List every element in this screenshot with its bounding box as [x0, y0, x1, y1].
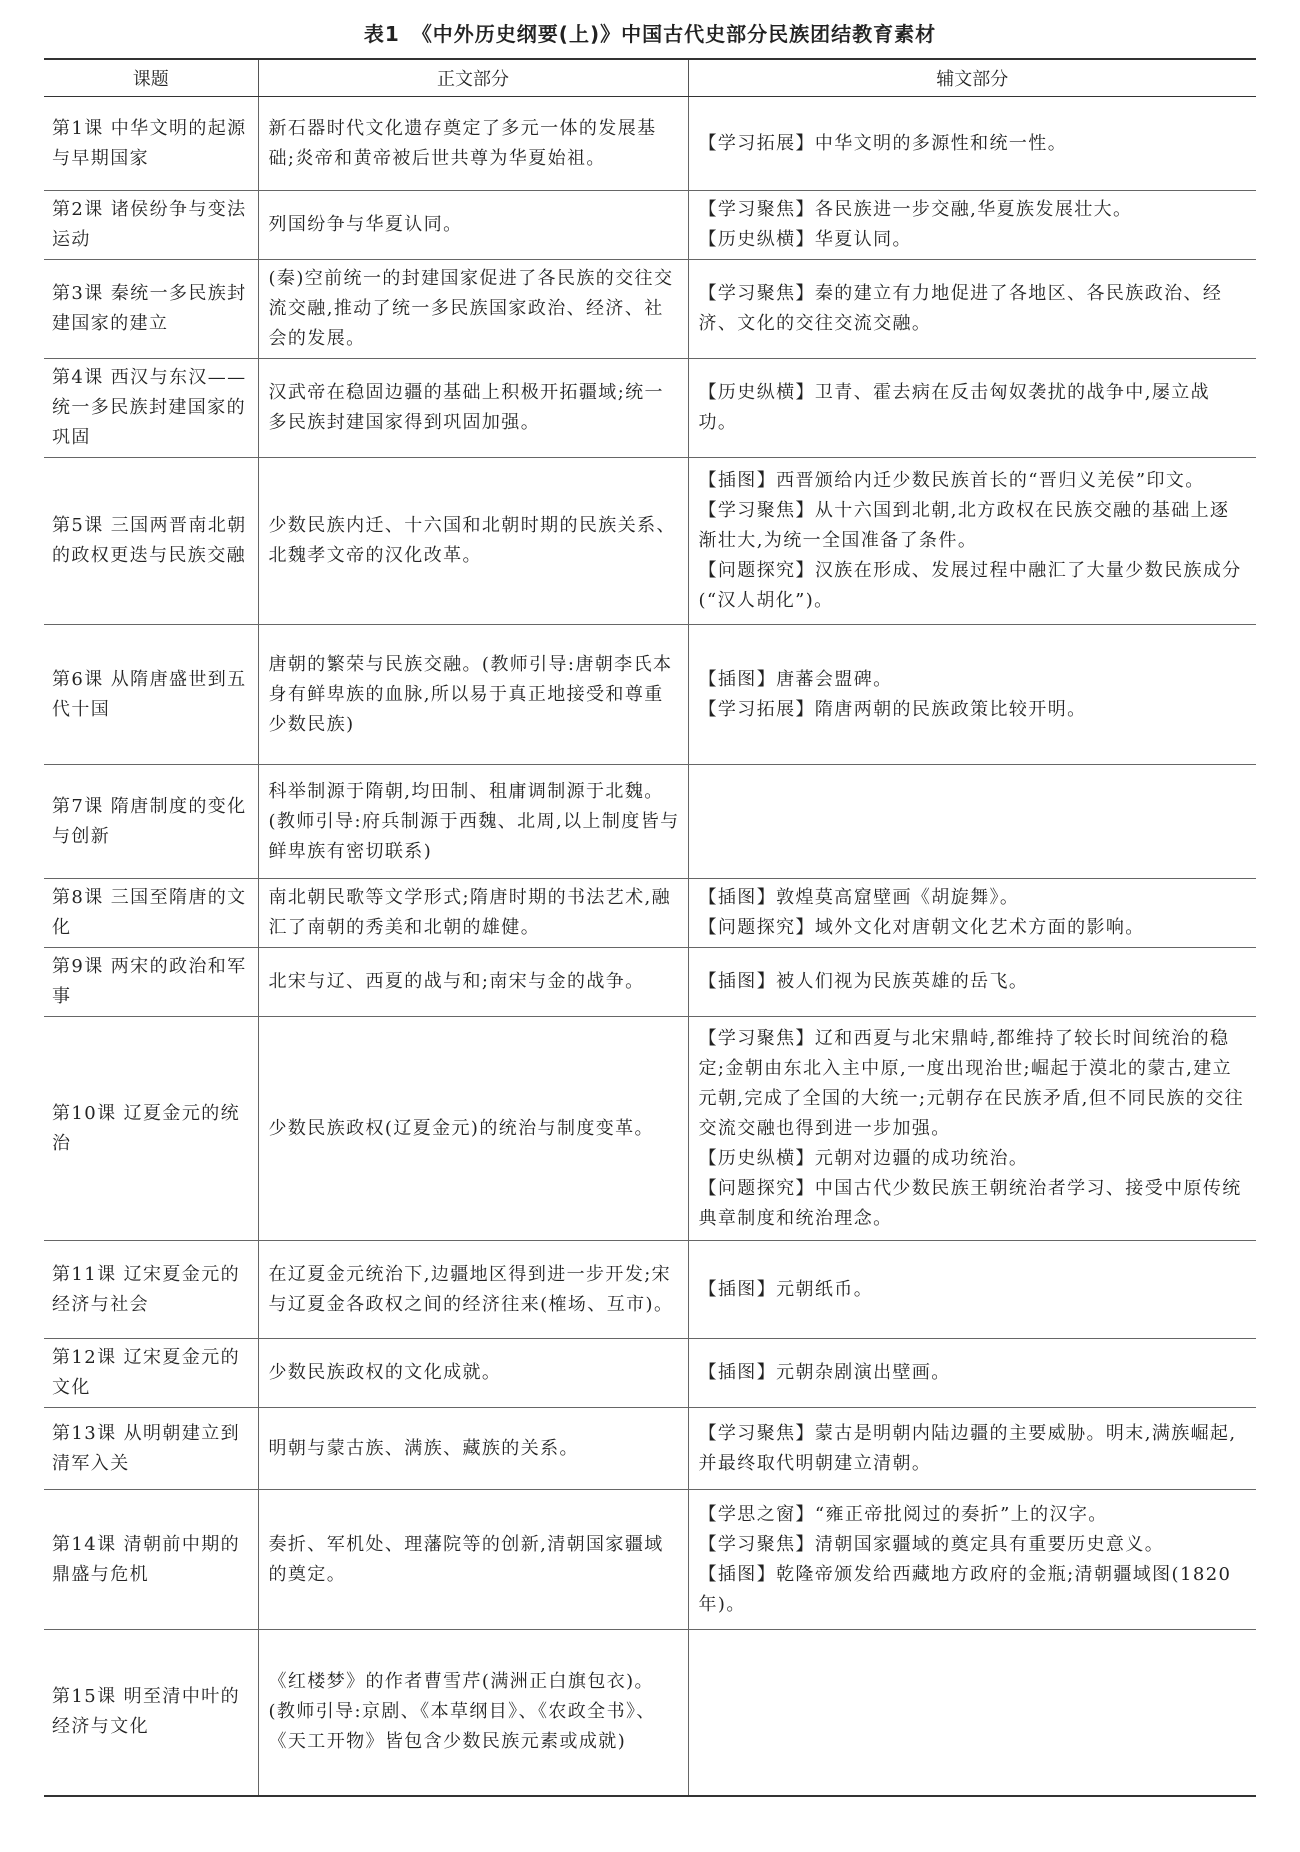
table-row — [44, 458, 1256, 625]
lesson-cell: 第9课 两宋的政治和军事 — [44, 948, 258, 1017]
lesson-cell: 第1课 中华文明的起源与早期国家 — [44, 97, 258, 191]
lesson-cell: 第12课 辽宋夏金元的文化 — [44, 1339, 258, 1408]
table-row — [44, 1630, 1256, 1796]
main-text-cell: 科举制源于隋朝,均田制、租庸调制源于北魏。(教师引导:府兵制源于西魏、北周,以上制度皆与鲜卑族有密切联系) — [258, 765, 688, 879]
aux-entry: 【历史纵横】元朝对边疆的成功统治。 — [698, 1147, 1029, 1169]
aux-entry: 【插图】元朝杂剧演出壁画。 — [698, 1362, 951, 1383]
main-text-cell: 唐朝的繁荣与民族交融。(教师引导:唐朝李氏本身有鲜卑族的血脉,所以易于真正地接受和尊重少数民族) — [258, 625, 688, 765]
aux-text-cell — [688, 1339, 1256, 1408]
aux-entry: 【插图】被人们视为民族英雄的岳飞。 — [698, 971, 1029, 992]
aux-entry: 【学习聚焦】蒙古是明朝内陆边疆的主要威胁。明末,满族崛起,并最终取代明朝建立清朝。 — [698, 1422, 1237, 1474]
aux-entry: 【学思之窗】“雍正帝批阅过的奏折”上的汉字。 — [698, 1503, 1108, 1525]
table-row — [44, 1490, 1256, 1630]
table-row — [44, 625, 1256, 765]
aux-entry: 【学习拓展】中华文明的多源性和统一性。 — [698, 132, 1068, 154]
header-row — [44, 59, 1256, 97]
table-row — [44, 359, 1256, 458]
aux-text-cell — [688, 359, 1256, 458]
table-row — [44, 1408, 1256, 1490]
lesson-cell: 第5课 三国两晋南北朝的政权更迭与民族交融 — [44, 458, 258, 625]
aux-entry: 【学习拓展】隋唐两朝的民族政策比较开明。 — [698, 698, 1087, 720]
aux-entry: 【学习聚焦】辽和西夏与北宋鼎峙,都维持了较长时间统治的稳定;金朝由东北入主中原,一度出现治世;崛起于漠北的蒙古,建立元朝,完成了全国的大统一;元朝存在民族矛盾,但不同民族的交往交流交融也得到进一步加强。 — [698, 1027, 1245, 1139]
main-text-cell: 少数民族政权(辽夏金元)的统治与制度变革。 — [258, 1017, 688, 1241]
aux-text-cell — [688, 879, 1256, 948]
main-text-cell: 奏折、军机处、理藩院等的创新,清朝国家疆域的奠定。 — [258, 1490, 688, 1630]
lesson-cell: 第15课 明至清中叶的经济与文化 — [44, 1630, 258, 1796]
table-row — [44, 1241, 1256, 1339]
header-lesson: 课题 — [44, 59, 258, 97]
table-caption — [0, 20, 1300, 48]
header-main-text: 正文部分 — [258, 59, 688, 97]
aux-entry: 【历史纵横】华夏认同。 — [698, 229, 912, 250]
aux-text-cell — [688, 260, 1256, 359]
aux-text-cell — [688, 458, 1256, 625]
header-auxiliary-text: 辅文部分 — [688, 59, 1256, 97]
main-text-cell: 南北朝民歌等文学形式;隋唐时期的书法艺术,融汇了南朝的秀美和北朝的雄健。 — [258, 879, 688, 948]
aux-text-cell — [688, 625, 1256, 765]
aux-text-cell — [688, 191, 1256, 260]
aux-entry: 【插图】西晋颁给内迁少数民族首长的“晋归义羌侯”印文。 — [698, 470, 1205, 491]
aux-entry: 【问题探究】域外文化对唐朝文化艺术方面的影响。 — [698, 917, 1145, 938]
main-text-cell: 汉武帝在稳固边疆的基础上积极开拓疆域;统一多民族封建国家得到巩固加强。 — [258, 359, 688, 458]
table-row — [44, 879, 1256, 948]
aux-entry: 【插图】唐蕃会盟碑。 — [698, 668, 893, 690]
table-row — [44, 948, 1256, 1017]
lesson-cell: 第4课 西汉与东汉——统一多民族封建国家的巩固 — [44, 359, 258, 458]
aux-text-cell — [688, 1017, 1256, 1241]
table-title: 《中外历史纲要(上)》中国古代史部分民族团结教育素材 — [411, 22, 937, 46]
main-text-cell: 北宋与辽、西夏的战与和;南宋与金的战争。 — [258, 948, 688, 1017]
lesson-cell: 第11课 辽宋夏金元的经济与社会 — [44, 1241, 258, 1339]
aux-entry: 【插图】敦煌莫高窟壁画《胡旋舞》。 — [698, 887, 1020, 908]
lesson-cell: 第13课 从明朝建立到清军入关 — [44, 1408, 258, 1490]
lesson-cell: 第2课 诸侯纷争与变法运动 — [44, 191, 258, 260]
table-row — [44, 260, 1256, 359]
aux-text-cell — [688, 1241, 1256, 1339]
education-materials-table — [44, 58, 1256, 1797]
table-number: 表1 — [363, 22, 400, 46]
table-row — [44, 97, 1256, 191]
lesson-cell: 第7课 隋唐制度的变化与创新 — [44, 765, 258, 879]
aux-text-cell — [688, 97, 1256, 191]
aux-entry: 【插图】元朝纸币。 — [698, 1278, 874, 1300]
table-row — [44, 1339, 1256, 1408]
aux-entry: 【历史纵横】卫青、霍去病在反击匈奴袭扰的战争中,屡立战功。 — [698, 382, 1211, 433]
table-row — [44, 191, 1256, 260]
main-text-cell: 明朝与蒙古族、满族、藏族的关系。 — [258, 1408, 688, 1490]
aux-entry: 【学习聚焦】秦的建立有力地促进了各地区、各民族政治、经济、文化的交往交流交融。 — [698, 283, 1223, 334]
table-row — [44, 765, 1256, 879]
aux-entry: 【问题探究】汉族在形成、发展过程中融汇了大量少数民族成分(“汉人胡化”)。 — [698, 560, 1242, 611]
aux-entry: 【学习聚焦】清朝国家疆域的奠定具有重要历史意义。 — [698, 1533, 1165, 1555]
aux-text-cell — [688, 1408, 1256, 1490]
aux-text-cell — [688, 1490, 1256, 1630]
main-text-cell: 在辽夏金元统治下,边疆地区得到进一步开发;宋与辽夏金各政权之间的经济往来(榷场、互市)。 — [258, 1241, 688, 1339]
lesson-cell: 第10课 辽夏金元的统治 — [44, 1017, 258, 1241]
lesson-cell: 第3课 秦统一多民族封建国家的建立 — [44, 260, 258, 359]
main-text-cell: (秦)空前统一的封建国家促进了各民族的交往交流交融,推动了统一多民族国家政治、经济、社会的发展。 — [258, 260, 688, 359]
aux-text-cell — [688, 948, 1256, 1017]
aux-entry: 【插图】乾隆帝颁发给西藏地方政府的金瓶;清朝疆域图(1820年)。 — [698, 1563, 1232, 1615]
aux-entry: 【问题探究】中国古代少数民族王朝统治者学习、接受中原传统典章制度和统治理念。 — [698, 1177, 1242, 1229]
main-text-cell: 少数民族内迁、十六国和北朝时期的民族关系、北魏孝文帝的汉化改革。 — [258, 458, 688, 625]
main-text-cell: 少数民族政权的文化成就。 — [258, 1339, 688, 1408]
aux-text-cell — [688, 765, 1256, 879]
main-text-cell: 列国纷争与华夏认同。 — [258, 191, 688, 260]
lesson-cell: 第6课 从隋唐盛世到五代十国 — [44, 625, 258, 765]
aux-text-cell — [688, 1630, 1256, 1796]
table-row — [44, 1017, 1256, 1241]
aux-entry: 【学习聚焦】各民族进一步交融,华夏族发展壮大。 — [698, 199, 1133, 220]
lesson-cell: 第14课 清朝前中期的鼎盛与危机 — [44, 1490, 258, 1630]
main-text-cell: 《红楼梦》的作者曹雪芹(满洲正白旗包衣)。(教师引导:京剧、《本草纲目》、《农政全书》、《天工开物》皆包含少数民族元素或成就) — [258, 1630, 688, 1796]
main-text-cell: 新石器时代文化遗存奠定了多元一体的发展基础;炎帝和黄帝被后世共尊为华夏始祖。 — [258, 97, 688, 191]
lesson-cell: 第8课 三国至隋唐的文化 — [44, 879, 258, 948]
aux-entry: 【学习聚焦】从十六国到北朝,北方政权在民族交融的基础上逐渐壮大,为统一全国准备了条件。 — [698, 500, 1230, 551]
